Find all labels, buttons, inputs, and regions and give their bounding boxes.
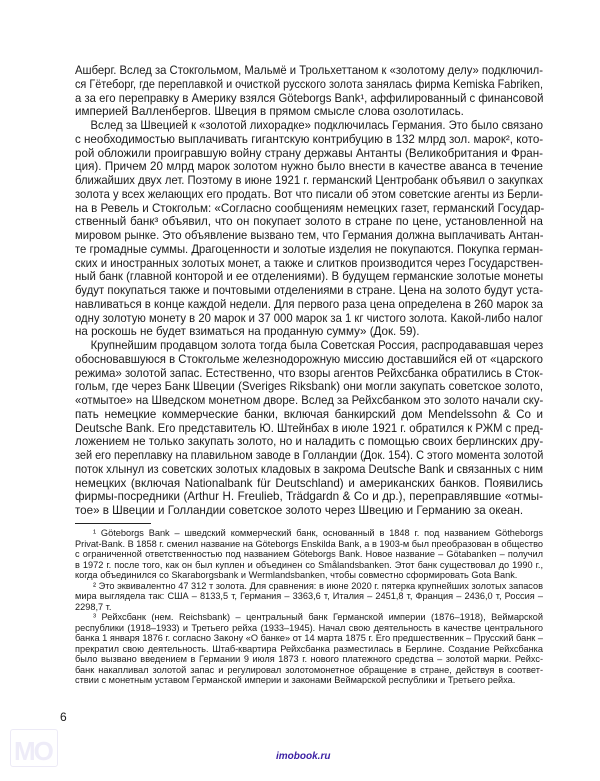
text-line: с необходимостью выплачивать гигантскую контрибуцию в 132 млрд зол. марок², кото-: [75, 132, 544, 146]
watermark-logo: MO: [10, 729, 58, 767]
text-line: Крупнейшим продавцом золота тогда была Советская Россия, распродававшая через: [90, 339, 544, 352]
text-line: мира выглядела так: США – 8133,5 т, Германия – 3363,6 т, Италия – 2451,8 т, Франция – 2436,0 т, Россия –: [75, 591, 543, 601]
text-line: на в Ревель и Стокгольм: «Согласно сообщениям немецких газет, германский Государ-: [75, 201, 545, 215]
text-line: режима» золотой запас. Естественно, что взоры агентов Рейхсбанка обратились в Сток-: [75, 366, 543, 380]
text-line: Ашберг. Вслед за Стокгольмом, Мальмё и Трольхеттаном к «золотому делу» подключил-: [75, 64, 543, 77]
text-line: мировом рынке. Это объявление вызвано тем, что Германия должна выплачивать Антан-: [75, 229, 544, 242]
text-line: обосновавшуюся в Стокгольме железнодорожную миссию доставшийся ей от «царского: [75, 352, 544, 366]
footnote: [75, 528, 543, 581]
text-line: немецких (включая Nationalbank für Deutschland) и американских банков. Появились: [75, 476, 543, 490]
text-line: 2298,7 т.: [75, 601, 112, 612]
paragraph: [75, 339, 543, 518]
text-line: Privat-Bank. В 1858 г. сменил название на Göteborgs Enskilda Bank, а в 1903-м был преобразован в общество: [75, 538, 544, 549]
text-line: было вызвано введением в Германии 9 июля 1873 г. нового платежного средства – золотой марки. Рейхс-: [75, 654, 543, 664]
text-line: тое» в Швеции и Голландии советское золото через Швецию и Германию за океан.: [75, 504, 524, 517]
text-line: гольм, где через Банк Швеции (Sveriges Riksbank) они могли закупать советское золото,: [75, 380, 544, 394]
text-line: одну золотую монету в 20 марок и 37 000 марок за 1 кг чистого золота. Какой-либо налог: [75, 311, 543, 325]
footnote: [75, 612, 543, 686]
footnote-divider: [75, 523, 151, 524]
text-line: на роскошь не будет взиматься на проданную сумму» (Док. 59).: [75, 325, 420, 339]
text-line: с ограниченной ответственностью под названием Göteborgs Bank. Новое название – Götabanken – получил: [75, 549, 543, 559]
text-line: будут покупаться также и почтовыми отделениями в стране. Цена на золото будут уста-: [75, 284, 543, 297]
text-line: ближайших двух лет. Поэтому в июне 1921 г. германский Центробанк объявил о закупках: [75, 174, 543, 187]
text-line: в 1972 г. после того, как он был куплен и объединен со Smålandsbanken. Этот банк существовал до 1990 г.,: [75, 559, 543, 570]
text-line: ских и иностранных золотых монет, а также и слитков производится через Государствен-: [75, 256, 544, 270]
text-line: золота у всех желающих его продать. Вот что писали об этом советские агенты из Берли-: [75, 187, 543, 201]
text-line: империей Валленбергов. Швеция в прямом смысле слова озолотилась.: [75, 105, 464, 119]
text-line: ция). Причем 20 млрд марок золотом нужно было внести в качестве аванса в течение: [75, 160, 543, 174]
text-line: банк накапливал золотой запас и регулировал золотомонетное обращение в стране, действуя в соответ-: [75, 664, 543, 675]
text-line: банка 1 января 1876 г. согласно Закону «О банке» от 14 марта 1875 г. Его предшественник – Прусский банк –: [75, 633, 543, 643]
text-line: а за его переправку в Америку взялся Göteborgs Bank¹, аффилированный с финансовой: [75, 91, 544, 105]
text-line: ствии с монетным уставом Германской империи и законами Веймарской республики и Третьего рейха.: [75, 675, 516, 685]
text-line: ственный банк³ объявил, что он покупает золото в стране по цене, установленной на: [75, 215, 543, 229]
text-line: навливаться в конце каждой недели. Для первого раза цена определена в 260 марок за: [75, 297, 543, 311]
paragraph: [75, 119, 543, 339]
page-number: 6: [60, 710, 67, 724]
text-line: когда объединился со Skaraborgsbank и Wermlandsbanken, чтобы совместно сформировать Gota Bank.: [75, 570, 518, 580]
text-line: республики (1918–1933) и Третьего рейха (1933–1945). Начал свою деятельность в качестве центрального: [75, 622, 543, 633]
text-line: ложением не только закупать золото, но и наладить с помощью своих берлинских дру-: [75, 435, 544, 449]
text-line: пать немецкие коммерческие банки, включая банкирский дом Mendelssohn & Co и: [75, 407, 543, 421]
text-line: «отмытое» на Шведском монетном дворе. Вслед за Рейхсбанком это золото начали ску-: [75, 394, 544, 407]
text-line: ¹ Göteborgs Bank – шведский коммерческий банк, основанный в 1848 г. под названием Götheborgs: [93, 528, 543, 538]
text-line: ³ Рейхсбанк (нем. Reichsbank) – центральный банк Германской империи (1876–1918), Веймарской: [93, 612, 543, 622]
text-line: поток хлынул из советских золотых кладовых в закрома Deutsche Bank и связанных с ним: [75, 462, 543, 476]
footnotes: [75, 528, 543, 686]
text-line: зей его переплавку на плавильном заводе в Голландии (Док. 154). С этого момента золотой: [75, 449, 544, 462]
text-line: ся Гётеборг, где переплавкой и очисткой русского золота занялась фирма Kemiska Fabriken,: [75, 77, 543, 91]
text-line: ² Это эквивалентно 47 312 т золота. Для сравнения: в июне 2020 г. пятерка крупнейших золотых запасов: [93, 580, 543, 591]
text-line: те громадные суммы. Драгоценности и золотые изделия не покупаются. Покупка герман-: [75, 242, 543, 256]
main-text: [75, 64, 543, 518]
site-link[interactable]: imobook.ru: [276, 751, 331, 762]
text-line: рой обложили проигравшую войну страну державы Антанты (Великобритания и Фран-: [75, 146, 543, 160]
paragraph: [75, 64, 543, 119]
text-line: Deutsche Bank. Его представитель Ю. Штейнбах в июле 1921 г. обратился к РЖМ с пред-: [75, 421, 544, 435]
text-line: ный банк (главной конторой и ее отделениями). В будущем германские золотые монеты: [75, 270, 544, 284]
footnote: [75, 581, 543, 613]
text-line: фирмы-посредники (Arthur H. Freulieb, Trädgardn & Co и др.), переправлявшие «отмы-: [75, 490, 543, 504]
text-line: прекратил свою деятельность. Штаб-квартира Рейхсбанка разместилась в Берлине. Создание Рейхсбанка: [75, 643, 543, 654]
text-line: Вслед за Швецией к «золотой лихорадке» подключилась Германия. Это было связано: [90, 119, 543, 132]
